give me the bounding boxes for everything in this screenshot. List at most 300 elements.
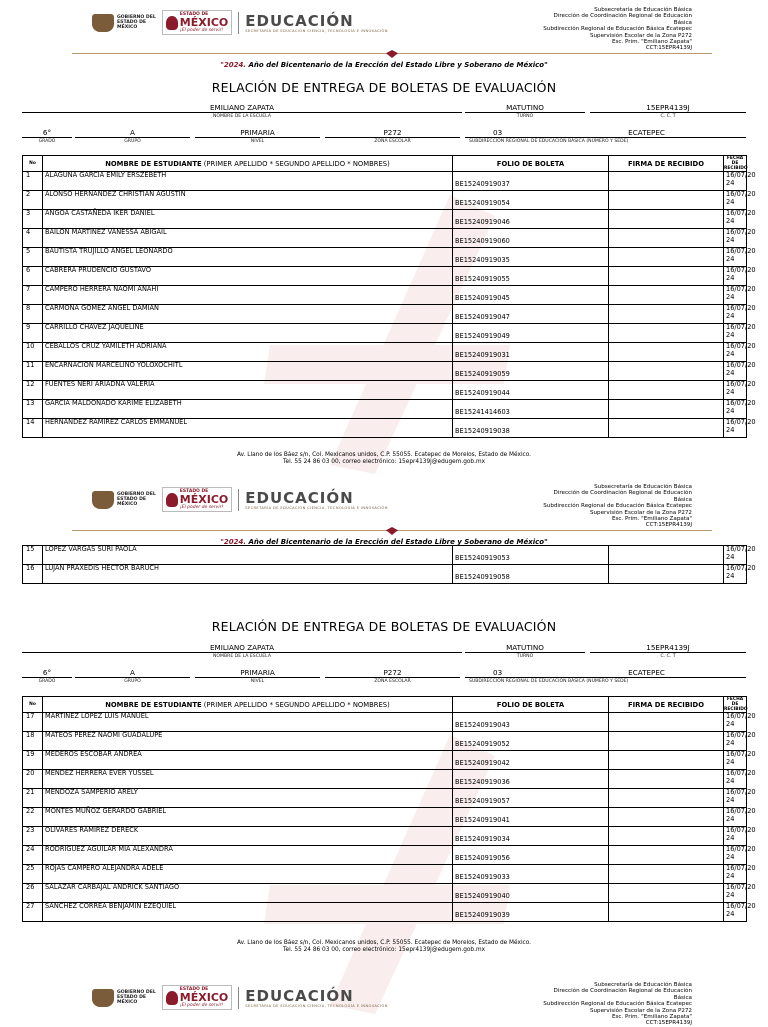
fecha-line1: 16/07/20 (726, 361, 756, 369)
fecha-line2: 24 (726, 425, 735, 434)
coat-of-arms-icon (92, 989, 114, 1007)
fecha-line1: 16/07/20 (726, 845, 756, 853)
fecha-line2: 24 (726, 216, 735, 225)
student-name: BAUTISTA TRUJILLO ANGEL LEONARDO (43, 248, 453, 267)
gov-edomex-logo (92, 14, 156, 32)
col-firma-header: FIRMA DE RECIBIDO (609, 156, 724, 172)
col-folio-header: FOLIO DE BOLETA (453, 697, 609, 713)
mex-slogan: ¡El poder de servir! (179, 505, 224, 510)
fecha-recibido (724, 247, 756, 267)
fecha-line1: 16/07/20 (726, 247, 756, 255)
educacion-subtitle: SECRETARÍA DE EDUCACIÓN CIENCIA, TECNOLOGÍA E INNOVACIÓN (245, 505, 388, 510)
col-fecha-header (724, 156, 747, 172)
firma-recibido-cell (609, 565, 724, 584)
firma-recibido-cell (609, 751, 724, 770)
subdireccion-sede: ECATEPEC (628, 668, 665, 677)
student-number: 25 (23, 865, 43, 884)
gov-edomex-logo (92, 989, 156, 1007)
student-name: MONTES MUÑOZ GERARDO GABRIEL (43, 808, 453, 827)
table-row (23, 419, 747, 438)
student-name: SANCHEZ CORREA BENJAMIN EZEQUIEL (43, 903, 453, 922)
student-number: 3 (23, 210, 43, 229)
folio-boleta: BE15241414603 (453, 400, 609, 419)
fecha-recibido (724, 564, 756, 584)
gov-logo-line: GOBIERNO DEL (117, 989, 156, 995)
student-name: FUENTES NERI ARIADNA VALERIA (43, 381, 453, 400)
firma-recibido-cell (609, 827, 724, 846)
fecha-recibido (724, 883, 756, 903)
subsecretaria-line: Subdirección Regional de Educación Básica Ecatepec (543, 26, 692, 33)
folio-boleta: BE15240919057 (453, 789, 609, 808)
fecha-line2: 24 (726, 197, 735, 206)
table-row (23, 846, 747, 865)
firma-recibido-cell (609, 381, 724, 400)
col-nombre-light: (PRIMER APELLIDO * SEGUNDO APELLIDO * NOMBRES) (201, 700, 390, 709)
folio-boleta: BE15240919031 (453, 343, 609, 362)
table-row (23, 267, 747, 286)
table-row (23, 770, 747, 789)
fecha-line1: 16/07/20 (726, 807, 756, 815)
fecha-line1: 16/07/20 (726, 864, 756, 872)
subdireccion-label: SUBDIRECCIÓN REGIONAL DE EDUCACIÓN BÁSICA (NÚMERO Y SEDE) (469, 679, 629, 684)
gov-edomex-logo (92, 491, 156, 509)
zona-escolar-value: P272 (325, 668, 460, 678)
student-name: MENDEZ HERRERA EVER YUSSEL (43, 770, 453, 789)
col-nombre-bold: NOMBRE DE ESTUDIANTE (105, 159, 202, 168)
zona-escolar-value: P272 (325, 128, 460, 138)
student-number: 26 (23, 884, 43, 903)
year-text: Año del Bicentenario de la Erección del Estado Libre y Soberano de México" (246, 61, 548, 69)
cct-label: C. C. T (660, 654, 676, 659)
table-row (23, 546, 747, 565)
student-number: 4 (23, 229, 43, 248)
gov-logo-line: MÉXICO (117, 25, 138, 31)
header-logos (92, 985, 388, 1010)
zona-escolar-label: ZONA ESCOLAR (374, 139, 411, 144)
fecha-line2: 24 (726, 387, 735, 396)
subsecretaria-line: Subdirección Regional de Educación Básica Ecatepec (543, 503, 692, 510)
folio-boleta: BE15240919059 (453, 362, 609, 381)
page-title: RELACIÓN DE ENTREGA DE BOLETAS DE EVALUACIÓN (211, 619, 557, 634)
fecha-line2: 24 (726, 235, 735, 244)
table-row (23, 172, 747, 191)
grupo-value: A (75, 668, 190, 678)
col-firma-header: FIRMA DE RECIBIDO (609, 697, 724, 713)
mex-slogan: ¡El poder de servir! (179, 1003, 224, 1008)
school-name-value: EMILIANO ZAPATA (22, 103, 462, 113)
fecha-recibido (724, 323, 756, 343)
fecha-line1: 16/07/20 (726, 826, 756, 834)
subsecretaria-line: Subsecretaría de Educación Básica (594, 982, 692, 988)
fecha-recibido (724, 380, 756, 400)
table-row (23, 343, 747, 362)
table-row (23, 751, 747, 770)
mex-estado-label: ESTADO DE (179, 489, 209, 494)
fecha-line1: 16/07/20 (726, 731, 756, 739)
fecha-line1: 16/07/20 (726, 323, 756, 331)
fecha-recibido (724, 750, 756, 770)
firma-recibido-cell (609, 865, 724, 884)
educacion-logo (245, 490, 388, 510)
fecha-line1: 16/07/20 (726, 342, 756, 350)
ornament-band (72, 527, 712, 535)
fecha-line2: 24 (726, 757, 735, 766)
year-number: "2024. (220, 61, 247, 69)
table-row (23, 732, 747, 751)
col-no-header: No (23, 156, 43, 172)
student-name: CEBALLOS CRUZ YAMILETH ADRIANA (43, 343, 453, 362)
subsecretaria-line: Subsecretaría de Educación Básica (594, 7, 692, 13)
firma-recibido-cell (609, 884, 724, 903)
fecha-line1: 16/07/20 (726, 171, 756, 179)
gov-logo-text (117, 492, 156, 508)
subsecretaria-line: Supervisión Escolar de la Zona P272 (589, 1007, 692, 1014)
col-nombre-light: (PRIMER APELLIDO * SEGUNDO APELLIDO * NOMBRES) (201, 159, 390, 168)
educacion-logo (245, 13, 388, 33)
firma-recibido-cell (609, 267, 724, 286)
folio-boleta: BE15240919043 (453, 713, 609, 732)
nivel-value: PRIMARIA (195, 668, 320, 678)
student-name: LUJAN PRAXEDIS HECTOR BARUCH (43, 565, 453, 584)
fecha-recibido (724, 171, 756, 191)
students-table (22, 696, 756, 922)
col-nombre-bold: NOMBRE DE ESTUDIANTE (105, 700, 202, 709)
student-number: 24 (23, 846, 43, 865)
eagle-icon (166, 16, 178, 30)
folio-boleta: BE15240919033 (453, 865, 609, 884)
fecha-line2: 24 (726, 814, 735, 823)
firma-recibido-cell (609, 419, 724, 438)
firma-recibido-cell (609, 172, 724, 191)
fecha-recibido (724, 826, 756, 846)
header-logos (92, 487, 388, 512)
logo-divider (238, 489, 239, 511)
student-name: GARCIA MALDONADO KARIME ELIZABETH (43, 400, 453, 419)
folio-boleta: BE15240919042 (453, 751, 609, 770)
mex-logo-text (180, 12, 228, 33)
student-number: 20 (23, 770, 43, 789)
subsecretaria-line: Subsecretaría de Educación Básica (594, 484, 692, 490)
eagle-icon (166, 493, 178, 507)
table-row (23, 324, 747, 343)
subsecretaria-line: Esc. Prim. "Emiliano Zapata" (611, 1014, 692, 1021)
fecha-line2: 24 (726, 871, 735, 880)
mex-name-label: MÉXICO (179, 493, 229, 506)
subdireccion-value (465, 128, 746, 138)
firma-recibido-cell (609, 770, 724, 789)
folio-boleta: BE15240919034 (453, 827, 609, 846)
fecha-recibido (724, 807, 756, 827)
fecha-line2: 24 (726, 738, 735, 747)
fecha-line1: 16/07/20 (726, 304, 756, 312)
table-row (23, 381, 747, 400)
firma-recibido-cell (609, 248, 724, 267)
fecha-line1: 16/07/20 (726, 266, 756, 274)
student-number: 16 (23, 565, 43, 584)
table-row (23, 248, 747, 267)
fecha-line2: 24 (726, 890, 735, 899)
nivel-label: NIVEL (250, 139, 265, 144)
ornament-band (72, 50, 712, 58)
students-table-continued (22, 545, 756, 584)
cct-label: C. C. T (660, 114, 676, 119)
table-row (23, 229, 747, 248)
student-number: 14 (23, 419, 43, 438)
educacion-title: EDUCACIÓN (245, 986, 354, 1005)
mex-logo-text (180, 987, 228, 1008)
subsecretaria-block (500, 982, 692, 1027)
subdireccion-sede: ECATEPEC (628, 128, 665, 137)
fecha-line2: 24 (726, 552, 735, 561)
student-number: 10 (23, 343, 43, 362)
fecha-line1: 16/07/20 (726, 285, 756, 293)
fecha-line2: 24 (726, 292, 735, 301)
fecha-line2: 24 (726, 795, 735, 804)
subsecretaria-line: Supervisión Escolar de la Zona P272 (589, 509, 692, 516)
folio-boleta: BE15240919039 (453, 903, 609, 922)
year-text: Año del Bicentenario de la Erección del Estado Libre y Soberano de México" (246, 538, 548, 546)
fecha-recibido (724, 304, 756, 324)
subsecretaria-block (500, 484, 692, 529)
student-number: 19 (23, 751, 43, 770)
fecha-line2: 24 (726, 833, 735, 842)
folio-boleta: BE15240919054 (453, 191, 609, 210)
turno-value: MATUTINO (465, 103, 585, 113)
subsecretaria-line: Supervisión Escolar de la Zona P272 (589, 32, 692, 39)
turno-label: TURNO (516, 654, 534, 659)
firma-recibido-cell (609, 846, 724, 865)
fecha-recibido (724, 769, 756, 789)
fecha-recibido (724, 399, 756, 419)
gov-logo-text (117, 15, 156, 31)
fecha-line2: 24 (726, 852, 735, 861)
student-name: ANGOA CASTAÑEDA IKER DANIEL (43, 210, 453, 229)
student-name: MARTINEZ LOPEZ LUIS MANUEL (43, 713, 453, 732)
fecha-line1: 16/07/20 (726, 380, 756, 388)
student-number: 13 (23, 400, 43, 419)
footer-line2: Tel. 55 24 86 03 00, correo electrónico: 15epr4139j@edugem.gob.mx (282, 947, 486, 953)
col-fecha-line2: RECIBIDO (724, 166, 748, 171)
student-name: BAILON MARTINEZ VANESSA ABIGAIL (43, 229, 453, 248)
firma-recibido-cell (609, 210, 724, 229)
fecha-line1: 16/07/20 (726, 712, 756, 720)
subsecretaria-line: Dirección de Coordinación Regional de Educación (553, 988, 692, 995)
fecha-recibido (724, 190, 756, 210)
fecha-line1: 16/07/20 (726, 564, 756, 572)
fecha-line2: 24 (726, 719, 735, 728)
fecha-line1: 16/07/20 (726, 545, 756, 553)
table-row (23, 305, 747, 324)
firma-recibido-cell (609, 789, 724, 808)
turno-value: MATUTINO (465, 643, 585, 653)
gov-logo-line: ESTADO DE (117, 994, 147, 1000)
table-row (23, 362, 747, 381)
col-nombre-header (43, 697, 453, 713)
subsecretaria-line: CCT:15EPR4139J (645, 522, 692, 529)
table-header-row (23, 156, 747, 172)
firma-recibido-cell (609, 305, 724, 324)
fecha-recibido (724, 361, 756, 381)
grado-label: GRADO (38, 679, 56, 684)
col-fecha-header (724, 697, 747, 713)
educacion-title: EDUCACIÓN (245, 11, 354, 30)
fecha-line2: 24 (726, 909, 735, 918)
table-row (23, 210, 747, 229)
firma-recibido-cell (609, 362, 724, 381)
fecha-recibido (724, 228, 756, 248)
table-row (23, 713, 747, 732)
grado-value: 6° (22, 668, 72, 678)
student-name: MATEOS PEREZ NAOMI GUADALUPE (43, 732, 453, 751)
table-row (23, 565, 747, 584)
col-no-header: No (23, 697, 43, 713)
mex-name-label: MÉXICO (179, 991, 229, 1004)
table-row (23, 789, 747, 808)
student-name: ROJAS CAMPERO ALEJANDRA ADELE (43, 865, 453, 884)
gov-logo-line: MÉXICO (117, 1000, 138, 1006)
nivel-label: NIVEL (250, 679, 265, 684)
student-number: 27 (23, 903, 43, 922)
ornament-icon (386, 50, 398, 58)
fecha-line2: 24 (726, 776, 735, 785)
fecha-recibido (724, 902, 756, 922)
fecha-recibido (724, 266, 756, 286)
folio-boleta: BE15240919058 (453, 565, 609, 584)
col-fecha-line1: FECHA DE (726, 156, 744, 166)
page-title: RELACIÓN DE ENTREGA DE BOLETAS DE EVALUACIÓN (211, 80, 557, 95)
folio-boleta: BE15240919046 (453, 210, 609, 229)
firma-recibido-cell (609, 324, 724, 343)
subsecretaria-line: Dirección de Coordinación Regional de Educación (553, 490, 692, 497)
year-slogan (0, 61, 768, 69)
fecha-line2: 24 (726, 406, 735, 415)
folio-boleta: BE15240919040 (453, 884, 609, 903)
subsecretaria-line: Básica (673, 994, 692, 1001)
fecha-recibido (724, 285, 756, 305)
table-row (23, 191, 747, 210)
subsecretaria-line: Subdirección Regional de Educación Básica Ecatepec (543, 1001, 692, 1008)
firma-recibido-cell (609, 191, 724, 210)
fecha-recibido (724, 418, 756, 438)
mex-estado-label: ESTADO DE (179, 987, 209, 992)
student-number: 1 (23, 172, 43, 191)
gov-logo-line: ESTADO DE (117, 19, 147, 25)
fecha-line2: 24 (726, 368, 735, 377)
school-name-label: NOMBRE DE LA ESCUELA (213, 654, 271, 659)
student-number: 5 (23, 248, 43, 267)
turno-label: TURNO (516, 114, 534, 119)
student-number: 15 (23, 546, 43, 565)
educacion-title: EDUCACIÓN (245, 488, 354, 507)
col-fecha-line1: FECHA DE (726, 697, 744, 707)
student-name: SALAZAR CARBAJAL ANDRICK SANTIAGO (43, 884, 453, 903)
student-number: 18 (23, 732, 43, 751)
eagle-icon (166, 991, 178, 1005)
grado-label: GRADO (38, 139, 56, 144)
folio-boleta: BE15240919038 (453, 419, 609, 438)
coat-of-arms-icon (92, 491, 114, 509)
student-name: OLIVARES RAMIREZ DERECK (43, 827, 453, 846)
fecha-line2: 24 (726, 254, 735, 263)
grupo-value: A (75, 128, 190, 138)
student-name: ENCARNACION MARCELINO YOLOXOCHITL (43, 362, 453, 381)
fecha-recibido (724, 845, 756, 865)
student-name: MENDOZA SAMPERIO ARELY (43, 789, 453, 808)
student-number: 9 (23, 324, 43, 343)
footer-line1: Av. Llano de los Báez s/n, Col. Mexicanos unidos, C.P. 55055. Ecatepec de Morelos, Estado de México. (236, 452, 532, 458)
gov-logo-line: GOBIERNO DEL (117, 14, 156, 20)
gov-logo-line: GOBIERNO DEL (117, 491, 156, 497)
mex-name-label: MÉXICO (179, 16, 229, 29)
student-number: 7 (23, 286, 43, 305)
gov-logo-line: MÉXICO (117, 502, 138, 508)
firma-recibido-cell (609, 546, 724, 565)
fecha-line2: 24 (726, 273, 735, 282)
table-row (23, 884, 747, 903)
fecha-line1: 16/07/20 (726, 750, 756, 758)
subsecretaria-line: CCT:15EPR4139J (645, 45, 692, 52)
col-nombre-header (43, 156, 453, 172)
folio-boleta: BE15240919052 (453, 732, 609, 751)
folio-boleta: BE15240919035 (453, 248, 609, 267)
fecha-line2: 24 (726, 330, 735, 339)
folio-boleta: BE15240919045 (453, 286, 609, 305)
firma-recibido-cell (609, 732, 724, 751)
folio-boleta: BE15240919044 (453, 381, 609, 400)
fecha-line1: 16/07/20 (726, 418, 756, 426)
student-number: 22 (23, 808, 43, 827)
student-name: CABRERA PRUDENCIO GUSTAVO (43, 267, 453, 286)
subdireccion-value (465, 668, 746, 678)
zona-escolar-label: ZONA ESCOLAR (374, 679, 411, 684)
cct-value: 15EPR4139J (590, 643, 746, 653)
student-number: 17 (23, 713, 43, 732)
grupo-label: GRUPO (124, 679, 141, 684)
student-name: RODRIGUEZ AGUILAR MIA ALEXANDRA (43, 846, 453, 865)
fecha-line2: 24 (726, 178, 735, 187)
educacion-subtitle: SECRETARÍA DE EDUCACIÓN CIENCIA, TECNOLOGÍA E INNOVACIÓN (245, 1003, 388, 1008)
students-table (22, 155, 756, 438)
firma-recibido-cell (609, 903, 724, 922)
educacion-logo (245, 988, 388, 1008)
subsecretaria-line: Básica (673, 496, 692, 503)
folio-boleta: BE15240919047 (453, 305, 609, 324)
logo-divider (238, 12, 239, 34)
nivel-value: PRIMARIA (195, 128, 320, 138)
fecha-line1: 16/07/20 (726, 209, 756, 217)
gov-logo-text (117, 990, 156, 1006)
fecha-line1: 16/07/20 (726, 902, 756, 910)
table-row (23, 903, 747, 922)
subdireccion-label: SUBDIRECCIÓN REGIONAL DE EDUCACIÓN BÁSICA (NÚMERO Y SEDE) (469, 139, 629, 144)
student-number: 21 (23, 789, 43, 808)
student-number: 8 (23, 305, 43, 324)
subsecretaria-line: Dirección de Coordinación Regional de Educación (553, 13, 692, 20)
folio-boleta: BE15240919056 (453, 846, 609, 865)
coat-of-arms-icon (92, 14, 114, 32)
fecha-recibido (724, 788, 756, 808)
table-row (23, 400, 747, 419)
estado-mexico-logo (162, 10, 232, 35)
fecha-line1: 16/07/20 (726, 190, 756, 198)
subsecretaria-block (500, 7, 692, 52)
school-name-label: NOMBRE DE LA ESCUELA (213, 114, 271, 119)
student-name: MEDEROS ESCOBAR ANDREA (43, 751, 453, 770)
fecha-line1: 16/07/20 (726, 883, 756, 891)
folio-boleta: BE15240919041 (453, 808, 609, 827)
student-number: 2 (23, 191, 43, 210)
table-row (23, 286, 747, 305)
